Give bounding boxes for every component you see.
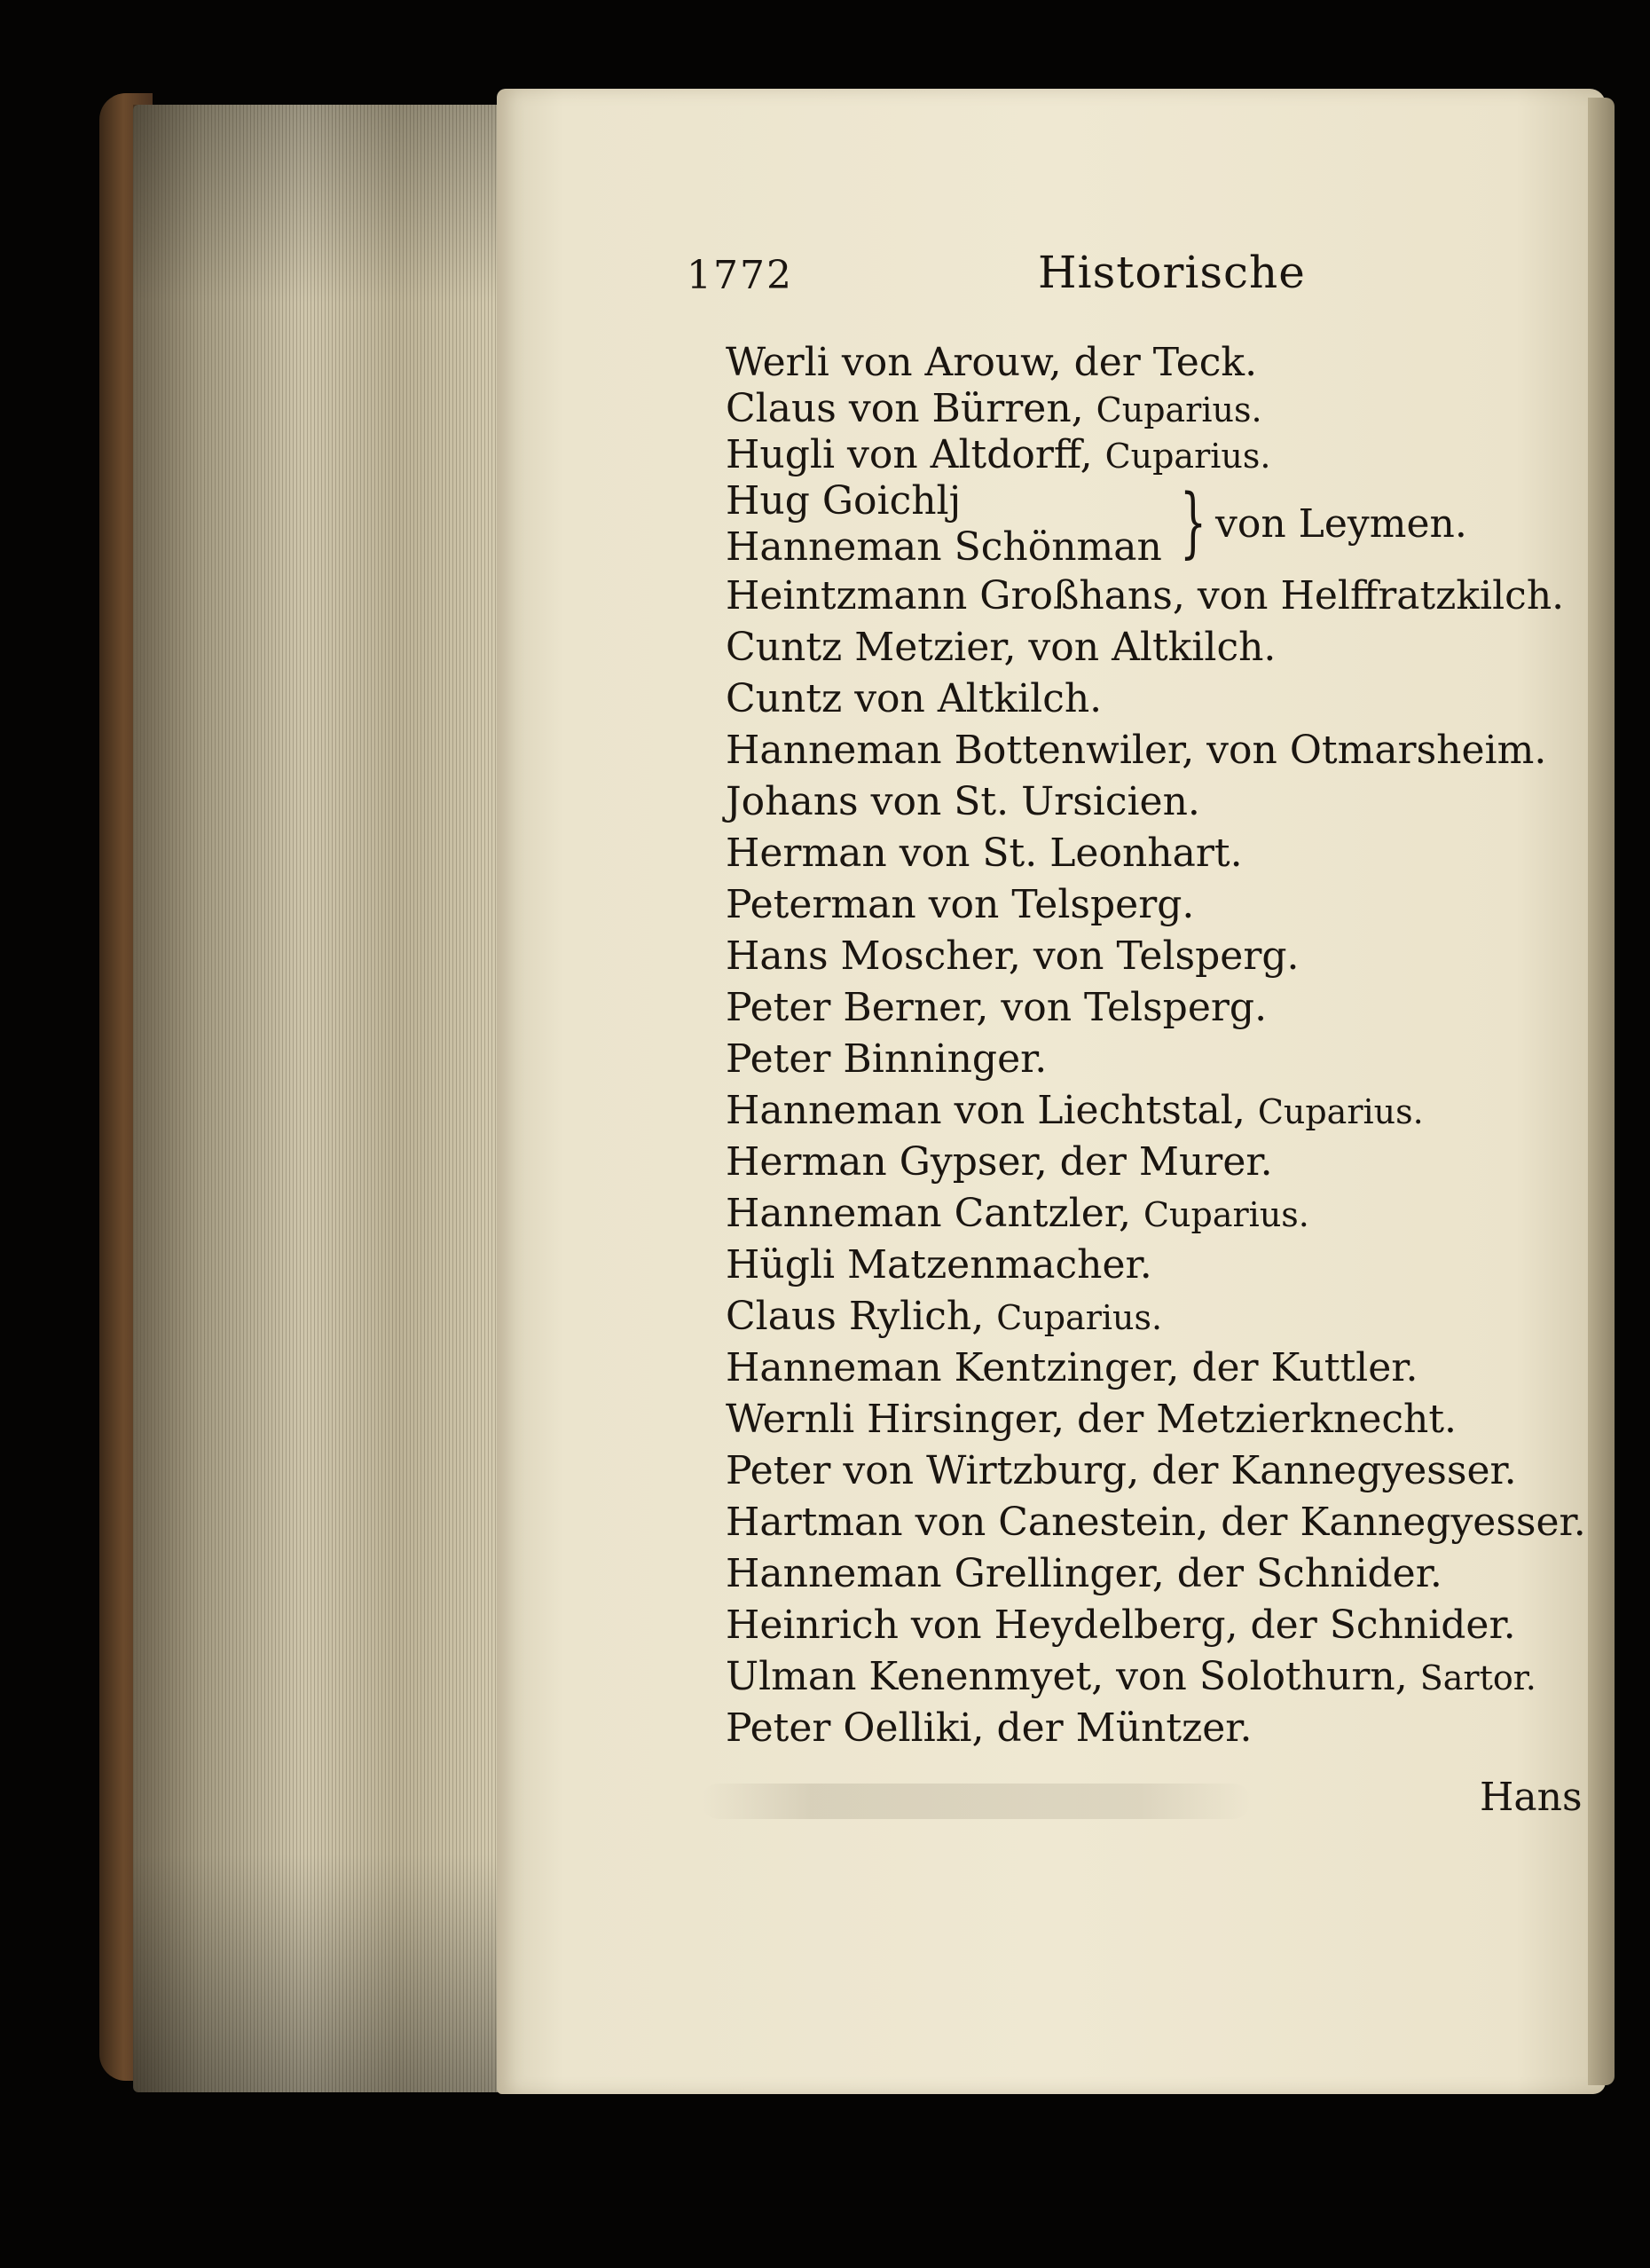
entry-name: Hugli von Altdorff, bbox=[726, 432, 1105, 477]
list-item bbox=[726, 1240, 1560, 1291]
list-item bbox=[726, 1085, 1560, 1137]
list-item bbox=[726, 1137, 1560, 1188]
list-item bbox=[726, 828, 1560, 879]
entry-latin-note: Cuparius. bbox=[1104, 437, 1271, 476]
running-header: Historische bbox=[1038, 247, 1306, 298]
entry-name: Heintzmann Großhans, von Helffratzkilch. bbox=[726, 573, 1565, 618]
entry-name: Wernli Hirsinger, der Metzierknecht. bbox=[726, 1397, 1458, 1442]
list-item bbox=[726, 571, 1565, 622]
ink-bleed-through bbox=[701, 1784, 1251, 1819]
entry-latin-note: Cuparius. bbox=[1096, 390, 1262, 429]
entry-name: Heinrich von Heydelberg, der Schnider. bbox=[726, 1603, 1516, 1648]
page-gutter bbox=[1588, 98, 1615, 2085]
entry-name: Hans Moscher, von Telsperg. bbox=[726, 933, 1300, 979]
entry-name: Hügli Matzenmacher. bbox=[726, 1242, 1152, 1288]
entry-latin-note: Cuparius. bbox=[1257, 1092, 1424, 1131]
list-item bbox=[726, 1291, 1560, 1343]
entry-name: Peterman von Telsperg. bbox=[726, 882, 1195, 927]
list-item bbox=[726, 1188, 1560, 1240]
list-item bbox=[726, 1548, 1560, 1600]
entry-name: Herman von St. Leonhart. bbox=[726, 831, 1243, 876]
entry-latin-note: Sartor. bbox=[1419, 1658, 1536, 1697]
entry-name: Peter Berner, von Telsperg. bbox=[726, 985, 1268, 1030]
entry-name: Claus Rylich, bbox=[726, 1294, 997, 1339]
list-item bbox=[726, 725, 1560, 776]
list-item bbox=[726, 622, 1560, 673]
list-item bbox=[726, 1445, 1560, 1497]
page-number: 1772 bbox=[687, 253, 793, 298]
group-line-2: Hanneman Schönman bbox=[726, 524, 1162, 570]
list-item bbox=[726, 1497, 1586, 1548]
entry-name: Cuntz von Altkilch. bbox=[726, 676, 1103, 721]
entry-name: Hanneman Cantzler, bbox=[726, 1191, 1143, 1236]
entry-name: Ulman Kenenmyet, von Solothurn, bbox=[726, 1654, 1420, 1699]
group-shared-origin: von Leymen. bbox=[1215, 501, 1467, 547]
list-item bbox=[726, 1651, 1560, 1703]
entry-name: Hartman von Canestein, der Kannegyesser. bbox=[726, 1500, 1586, 1545]
entry-name: Peter von Wirtzburg, der Kannegyesser. bbox=[726, 1448, 1517, 1493]
entry-name: Peter Oelliki, der Müntzer. bbox=[726, 1705, 1253, 1751]
entry-name: Werli von Arouw, der Teck. bbox=[726, 340, 1258, 385]
entry-name: Claus von Bürren, bbox=[726, 386, 1096, 431]
braced-entry-group bbox=[726, 478, 1560, 571]
entries-before-group bbox=[726, 340, 1560, 478]
list-item bbox=[726, 1394, 1560, 1445]
entry-name: Johans von St. Ursicien. bbox=[726, 779, 1200, 824]
list-item bbox=[726, 1703, 1560, 1754]
list-item bbox=[726, 386, 1560, 432]
entry-name: Peter Binninger. bbox=[726, 1036, 1048, 1082]
list-item bbox=[726, 931, 1560, 982]
page-edges-shadow bbox=[133, 105, 515, 2092]
entry-name: Cuntz Metzier, von Altkilch. bbox=[726, 625, 1277, 670]
curly-brace: } bbox=[1180, 478, 1207, 567]
entry-name: Hanneman Grellinger, der Schnider. bbox=[726, 1551, 1442, 1596]
list-item bbox=[726, 982, 1560, 1034]
entry-latin-note: Cuparius. bbox=[996, 1298, 1163, 1337]
list-item bbox=[726, 340, 1560, 386]
list-item bbox=[726, 1034, 1560, 1085]
list-item bbox=[726, 1600, 1560, 1651]
catchword: Hans bbox=[1480, 1775, 1583, 1820]
entry-latin-note: Cuparius. bbox=[1143, 1195, 1309, 1234]
entry-name: Hanneman von Liechtstal, bbox=[726, 1088, 1258, 1133]
list-item bbox=[726, 1343, 1560, 1394]
list-item bbox=[726, 673, 1560, 725]
name-list bbox=[726, 340, 1586, 1754]
list-item bbox=[726, 776, 1560, 828]
group-line-1: Hug Goichlj bbox=[726, 478, 962, 524]
list-item bbox=[726, 432, 1560, 478]
entry-name: Hanneman Kentzinger, der Kuttler. bbox=[726, 1345, 1418, 1390]
list-item bbox=[726, 879, 1560, 931]
entry-name: Herman Gypser, der Murer. bbox=[726, 1139, 1273, 1185]
entries-after-group bbox=[726, 571, 1586, 1754]
entry-name: Hanneman Bottenwiler, von Otmarsheim. bbox=[726, 728, 1547, 773]
